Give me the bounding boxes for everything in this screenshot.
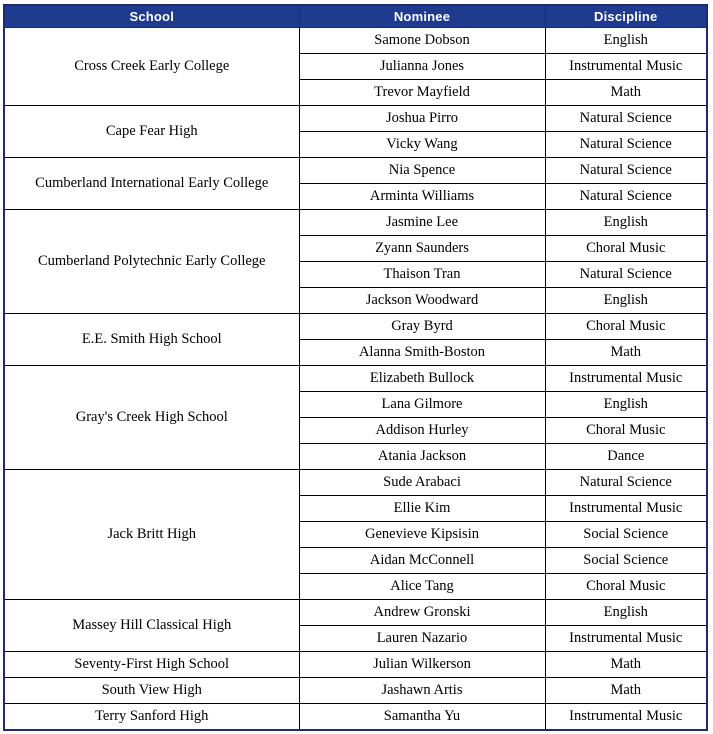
discipline-cell: Instrumental Music [545, 626, 707, 652]
discipline-cell: English [545, 210, 707, 236]
nominee-cell: Addison Hurley [299, 418, 545, 444]
nominee-cell: Trevor Mayfield [299, 80, 545, 106]
table-row [4, 210, 707, 236]
school-cell: Seventy-First High School [4, 652, 299, 678]
table-row [4, 678, 707, 704]
discipline-cell: Natural Science [545, 184, 707, 210]
table-row [4, 314, 707, 340]
nominee-cell: Arminta Williams [299, 184, 545, 210]
nominee-cell: Alice Tang [299, 574, 545, 600]
nominee-cell: Alanna Smith-Boston [299, 340, 545, 366]
nominee-cell: Samone Dobson [299, 28, 545, 54]
discipline-cell: Natural Science [545, 262, 707, 288]
nominee-cell: Joshua Pirro [299, 106, 545, 132]
school-cell: Cumberland Polytechnic Early College [4, 210, 299, 314]
nominee-cell: Lauren Nazario [299, 626, 545, 652]
discipline-cell: Math [545, 678, 707, 704]
discipline-cell: English [545, 28, 707, 54]
discipline-cell: Dance [545, 444, 707, 470]
table-row [4, 704, 707, 731]
school-cell: Massey Hill Classical High [4, 600, 299, 652]
discipline-cell: English [545, 600, 707, 626]
school-cell: Gray's Creek High School [4, 366, 299, 470]
table-row [4, 600, 707, 626]
table-row [4, 470, 707, 496]
table-row [4, 158, 707, 184]
discipline-cell: Math [545, 340, 707, 366]
discipline-cell: Choral Music [545, 314, 707, 340]
nominee-cell: Elizabeth Bullock [299, 366, 545, 392]
discipline-cell: Choral Music [545, 418, 707, 444]
column-header-nominee: Nominee [299, 5, 545, 28]
table-row [4, 28, 707, 54]
discipline-cell: Math [545, 652, 707, 678]
discipline-cell: Social Science [545, 522, 707, 548]
discipline-cell: Instrumental Music [545, 496, 707, 522]
discipline-cell: English [545, 392, 707, 418]
nominee-cell: Jashawn Artis [299, 678, 545, 704]
column-header-school: School [4, 5, 299, 28]
table-header-row [4, 5, 707, 28]
discipline-cell: Instrumental Music [545, 366, 707, 392]
nominee-cell: Jackson Woodward [299, 288, 545, 314]
discipline-cell: Natural Science [545, 158, 707, 184]
nominee-cell: Ellie Kim [299, 496, 545, 522]
discipline-cell: Choral Music [545, 236, 707, 262]
school-cell: Jack Britt High [4, 470, 299, 600]
discipline-cell: Social Science [545, 548, 707, 574]
discipline-cell: Choral Music [545, 574, 707, 600]
nominee-cell: Andrew Gronski [299, 600, 545, 626]
table-header [4, 5, 707, 28]
discipline-cell: Instrumental Music [545, 54, 707, 80]
school-cell: Cross Creek Early College [4, 28, 299, 106]
discipline-cell: English [545, 288, 707, 314]
nominee-cell: Jasmine Lee [299, 210, 545, 236]
column-header-discipline: Discipline [545, 5, 707, 28]
nominee-cell: Sude Arabaci [299, 470, 545, 496]
nominee-cell: Gray Byrd [299, 314, 545, 340]
discipline-cell: Natural Science [545, 132, 707, 158]
nominee-cell: Julian Wilkerson [299, 652, 545, 678]
nominee-cell: Samantha Yu [299, 704, 545, 731]
discipline-cell: Instrumental Music [545, 704, 707, 731]
discipline-cell: Natural Science [545, 470, 707, 496]
nominee-cell: Atania Jackson [299, 444, 545, 470]
discipline-cell: Natural Science [545, 106, 707, 132]
school-cell: South View High [4, 678, 299, 704]
school-cell: Cumberland International Early College [4, 158, 299, 210]
nominee-cell: Zyann Saunders [299, 236, 545, 262]
nominee-cell: Thaison Tran [299, 262, 545, 288]
school-cell: Terry Sanford High [4, 704, 299, 731]
school-cell: Cape Fear High [4, 106, 299, 158]
nominee-cell: Aidan McConnell [299, 548, 545, 574]
nominee-cell: Nia Spence [299, 158, 545, 184]
table-body [4, 28, 707, 731]
nominee-cell: Genevieve Kipsisin [299, 522, 545, 548]
school-cell: E.E. Smith High School [4, 314, 299, 366]
table-row [4, 652, 707, 678]
nominee-cell: Lana Gilmore [299, 392, 545, 418]
nominee-cell: Julianna Jones [299, 54, 545, 80]
nominee-table [3, 4, 708, 731]
discipline-cell: Math [545, 80, 707, 106]
table-row [4, 366, 707, 392]
table-row [4, 106, 707, 132]
nominee-cell: Vicky Wang [299, 132, 545, 158]
